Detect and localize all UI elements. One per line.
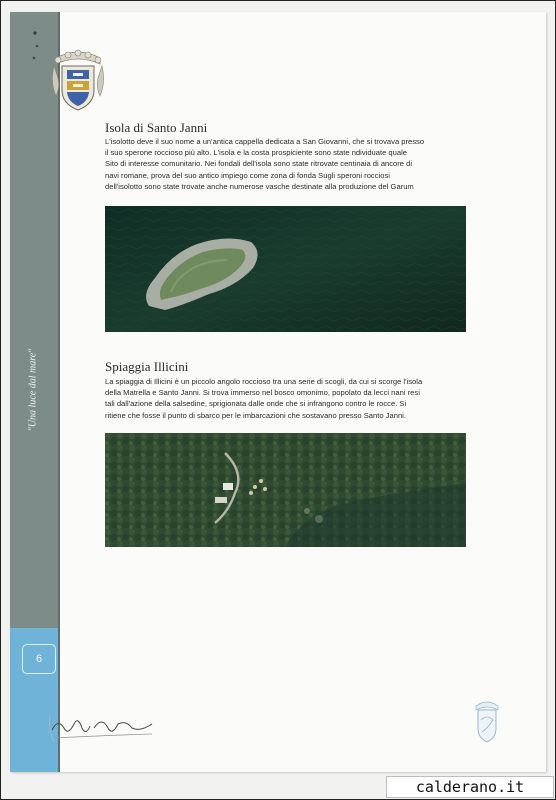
section-title-spiaggia-illicini: Spiaggia Illicini xyxy=(105,359,189,374)
text-line: il suo sperone roccioso più alto. L'isola e la costa prospiciente sono state ndividuate quale xyxy=(105,148,408,158)
text-line: navi romane, prova del suo antico impiego come zona di fonda Sugli speroni rocciosi xyxy=(105,170,390,180)
text-line: Sito di interesse comunitario. Nei fondali dell'isola sono state ritrovate centinaia di ancore di xyxy=(105,159,413,169)
sidebar-vertical-motto: "Una luce dal mare" xyxy=(27,348,39,432)
text-line: dell'isolotto sono state trovate anche numerose vasche destinate alla produzione del Garum xyxy=(105,181,414,191)
text-line: ritiene che fosse il punto di sbarco per le imbarcazioni che sostavano presso Santo Janni. xyxy=(105,410,406,420)
watermark-site: calderano.it xyxy=(386,776,554,798)
sidebar-edge-line xyxy=(58,12,60,772)
handwritten-signature xyxy=(48,710,158,744)
section-text-spiaggia-illicini xyxy=(105,376,422,421)
punch-holes-decoration xyxy=(30,28,44,62)
section-text-santo-janni xyxy=(105,136,424,192)
text-line: tali dall'azione della salsedine, sprigionata dalle onde che si infrangono contro le rocce. Si xyxy=(105,399,407,409)
municipal-crest-icon xyxy=(50,48,106,114)
page-number: 6 xyxy=(22,644,56,674)
small-crest-seal-icon xyxy=(470,698,504,744)
text-line: L'isolotto deve il suo nome a un'antica cappella dedicata a San Giovanni, che si trovava presso xyxy=(105,137,425,146)
aerial-photo-beach xyxy=(105,433,466,547)
aerial-photo-island xyxy=(105,206,466,332)
text-line: della Matrella e Santo Janni. Si trova immerso nel bosco omonimo, popolato da lecci nani resi xyxy=(105,388,420,398)
text-line: La spiaggia di Illicini è un piccolo angolo roccioso tra una serie di scogli, da cui si scorge l'isola xyxy=(105,377,423,386)
section-title-santo-janni: Isola di Santo Janni xyxy=(105,120,208,135)
